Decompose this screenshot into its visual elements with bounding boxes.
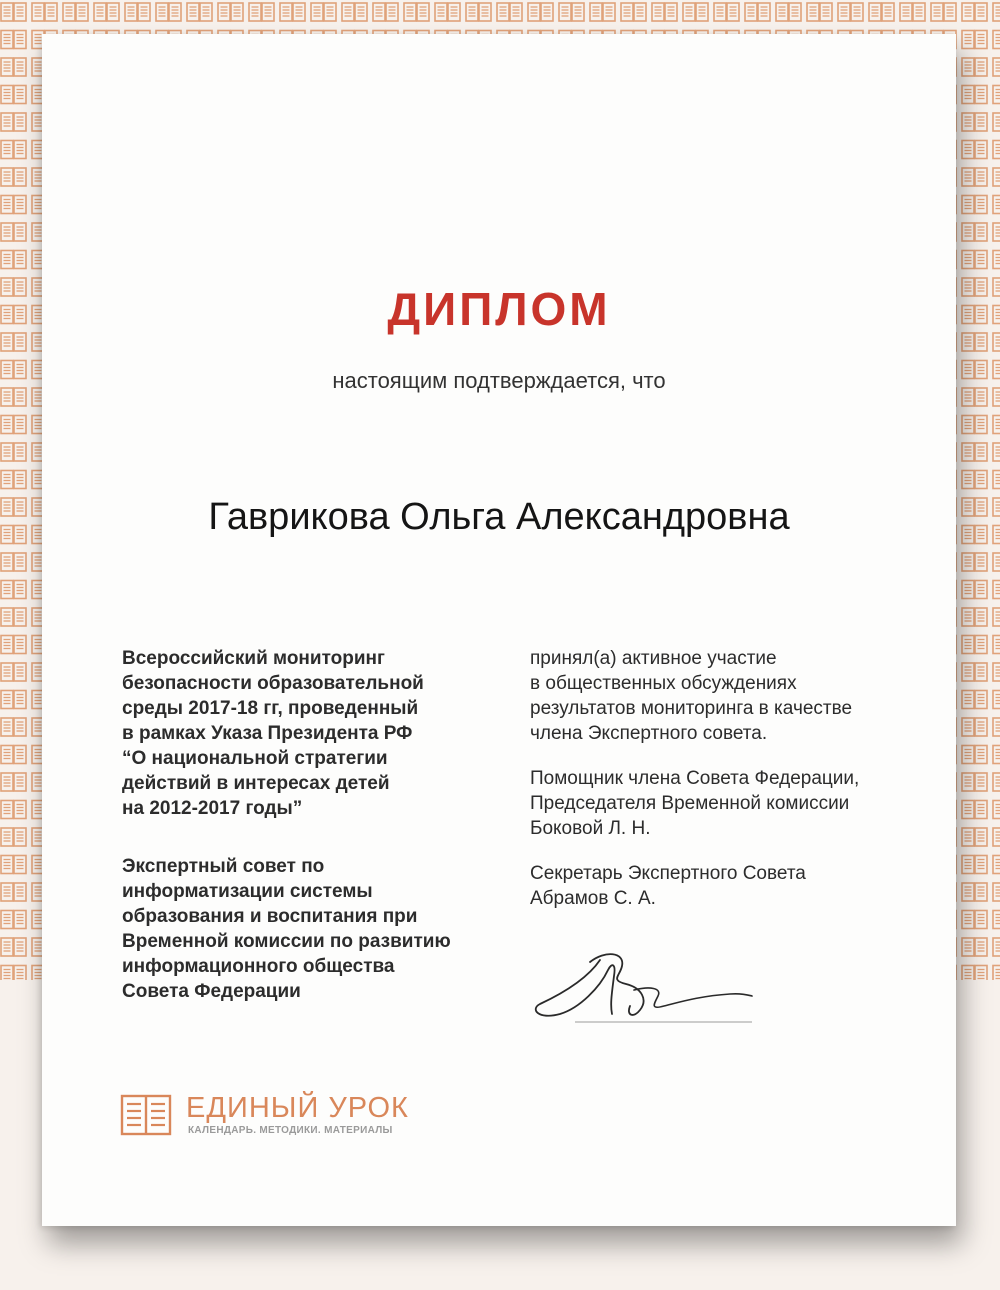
certificate-subtitle: настоящим подтверждается, что — [332, 368, 666, 393]
logo-tagline: КАЛЕНДАРЬ. МЕТОДИКИ. МАТЕРИАЛЫ — [188, 1125, 393, 1136]
event-description: Всероссийский мониторинг безопасности образовательной среды 2017-18 гг, проведенный в рамках Указа Президента РФ “О национальной стратегии действий в интересах детей на 2012-2017 годы” — [122, 648, 424, 819]
secretary-text: Секретарь Экспертного Совета Абрамов С. А. — [530, 863, 806, 909]
participation-text: принял(а) активное участие в общественных обсуждениях результатов мониторинга в качестве члена Экспертного совета. — [530, 648, 853, 744]
left-column — [122, 646, 502, 1004]
organizer-description: Экспертный совет по информатизации системы образования и воспитания при Временной комиссии по развитию информационного общества Совета Федерации — [122, 856, 451, 1002]
signature — [530, 942, 760, 1037]
logo-name: ЕДИНЫЙ УРОК — [186, 1092, 409, 1124]
certificate-paper — [42, 34, 956, 1226]
recipient-name: Гаврикова Ольга Александровна — [208, 496, 790, 538]
open-book-icon — [120, 1094, 172, 1141]
assistant-text: Помощник члена Совета Федерации, Председателя Временной комиссии Боковой Л. Н. — [530, 768, 860, 839]
right-column — [530, 646, 910, 911]
certificate-title: ДИПЛОМ — [387, 283, 611, 335]
